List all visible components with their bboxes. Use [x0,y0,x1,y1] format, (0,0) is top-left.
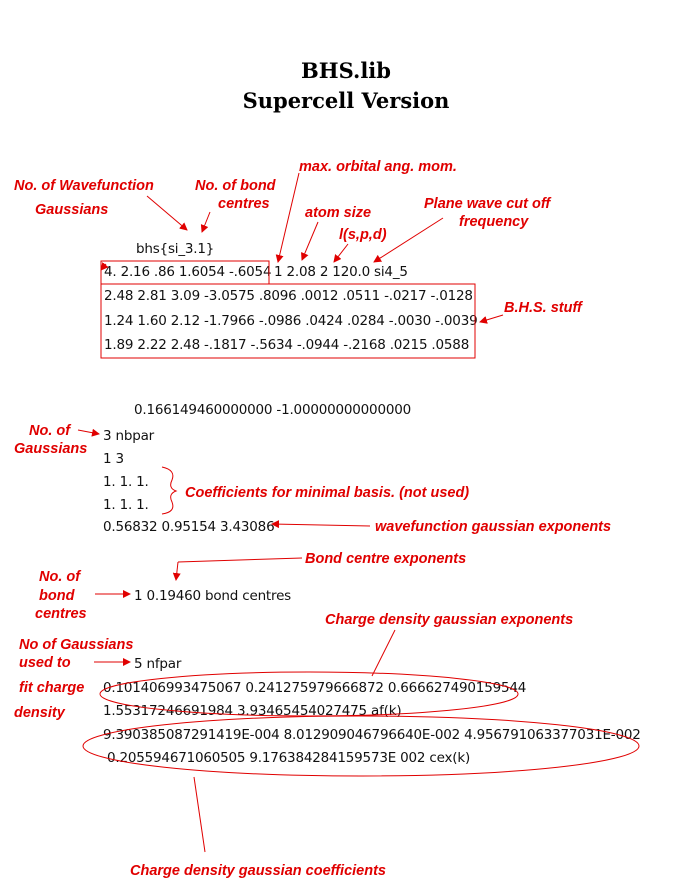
note-gaussians: Gaussians [35,202,109,218]
coefficients-brace [162,467,176,514]
first-line-box [101,261,272,284]
code-header: bhs{si_3.1} [136,241,215,257]
code-bond-centres: 1 0.19460 bond centres [134,588,292,604]
arrow-charge-exponents [372,630,395,676]
note-wf-exponents: wavefunction gaussian exponents [375,519,612,535]
code-ref-line: 0.166149460000000 -1.00000000000000 [134,402,412,418]
arrow-bhs-stuff [480,315,503,322]
arrow-plane-wave [374,218,443,262]
af-ellipse [100,672,518,716]
bhs-stuff-box [101,284,478,358]
note-fit-1: No of Gaussians [19,637,134,653]
code-basis-index: 1 3 [103,451,124,467]
cex-ellipse [83,716,639,776]
note-coefficients: Coefficients for minimal basis. (not used) [185,485,470,501]
note-no-of: No. of [29,423,71,439]
code-cex-line-1: 9.390385087291419E-004 8.012909046796640E-002 4.956791063377031E-002 [103,727,641,743]
code-wf-exponents: 0.56832 0.95154 3.43086 [103,519,275,535]
note-bond-no-3: centres [35,606,87,622]
code-coef-line-1: 1. 1. 1. [103,474,149,490]
code-nbpar: 3 nbpar [103,428,154,444]
page-subtitle: Supercell Version [242,88,450,113]
note-max-orbital: max. orbital ang. mom. [299,159,457,175]
code-bhs-line-2: 1.24 1.60 2.12 -1.7966 -.0986 .0424 .0284 -.0030 -.0039 [104,313,478,329]
note-no-bond: No. of bond [195,178,276,194]
line-charge-coefficients [194,777,205,852]
note-charge-exponents: Charge density gaussian exponents [325,612,574,628]
code-nfpar: 5 nfpar [134,656,182,672]
note-fit-3: fit charge [19,680,85,696]
page-title: BHS.lib [301,58,391,83]
arrow-nbpar [78,430,99,434]
arrow-wavefunction [147,196,187,230]
code-af-line-1: 0.101406993475067 0.241275979666872 0.666627490159544 [103,680,527,696]
note-fit-2: used to [19,655,71,671]
arrow-first-number [101,264,106,270]
note-bond-exponents: Bond centre exponents [305,551,467,567]
note-bond-no-2: bond [39,588,75,604]
note-fit-4: density [14,705,65,721]
note-plane-wave-1: Plane wave cut off [424,196,551,212]
arrow-bond-exponents-down [176,562,178,580]
note-charge-coefficients: Charge density gaussian coefficients [130,863,386,879]
note-atom-size: atom size [305,205,372,221]
code-bhs-line-3: 1.89 2.22 2.48 -.1817 -.5634 -.0944 -.2168 .0215 .0588 [104,337,470,353]
note-bhs-stuff: B.H.S. stuff [504,300,582,316]
code-af-line-2: 1.55317246691984 3.93465454027475 af(k) [103,703,402,719]
note-bond-no-1: No. of [39,569,81,585]
code-coef-line-2: 1. 1. 1. [103,497,149,513]
note-plane-wave-2: frequency [459,214,529,230]
arrow-max-orbital [278,173,299,262]
code-line1-left: 4. 2.16 .86 1.6054 -.6054 [104,264,272,280]
note-centres: centres [218,196,270,212]
arrow-wf-exponents [272,524,370,526]
code-cex-line-2: 0.205594671060505 9.176384284159573E 002 cex(k) [107,750,471,766]
arrow-lspd [334,244,348,262]
code-bhs-line-1: 2.48 2.81 3.09 -3.0575 .8096 .0012 .0511 -.0217 -.0128 [104,288,473,304]
note-lspd: l(s,p,d) [339,227,387,243]
note-gaussians-2: Gaussians [14,441,88,457]
arrow-atom-size [302,222,318,260]
note-no-wavefunction: No. of Wavefunction [14,178,154,194]
arrow-bond [202,212,210,232]
code-line1-right: 1 2.08 2 120.0 si4_5 [274,264,408,280]
arrow-bond-exponents [178,558,302,562]
